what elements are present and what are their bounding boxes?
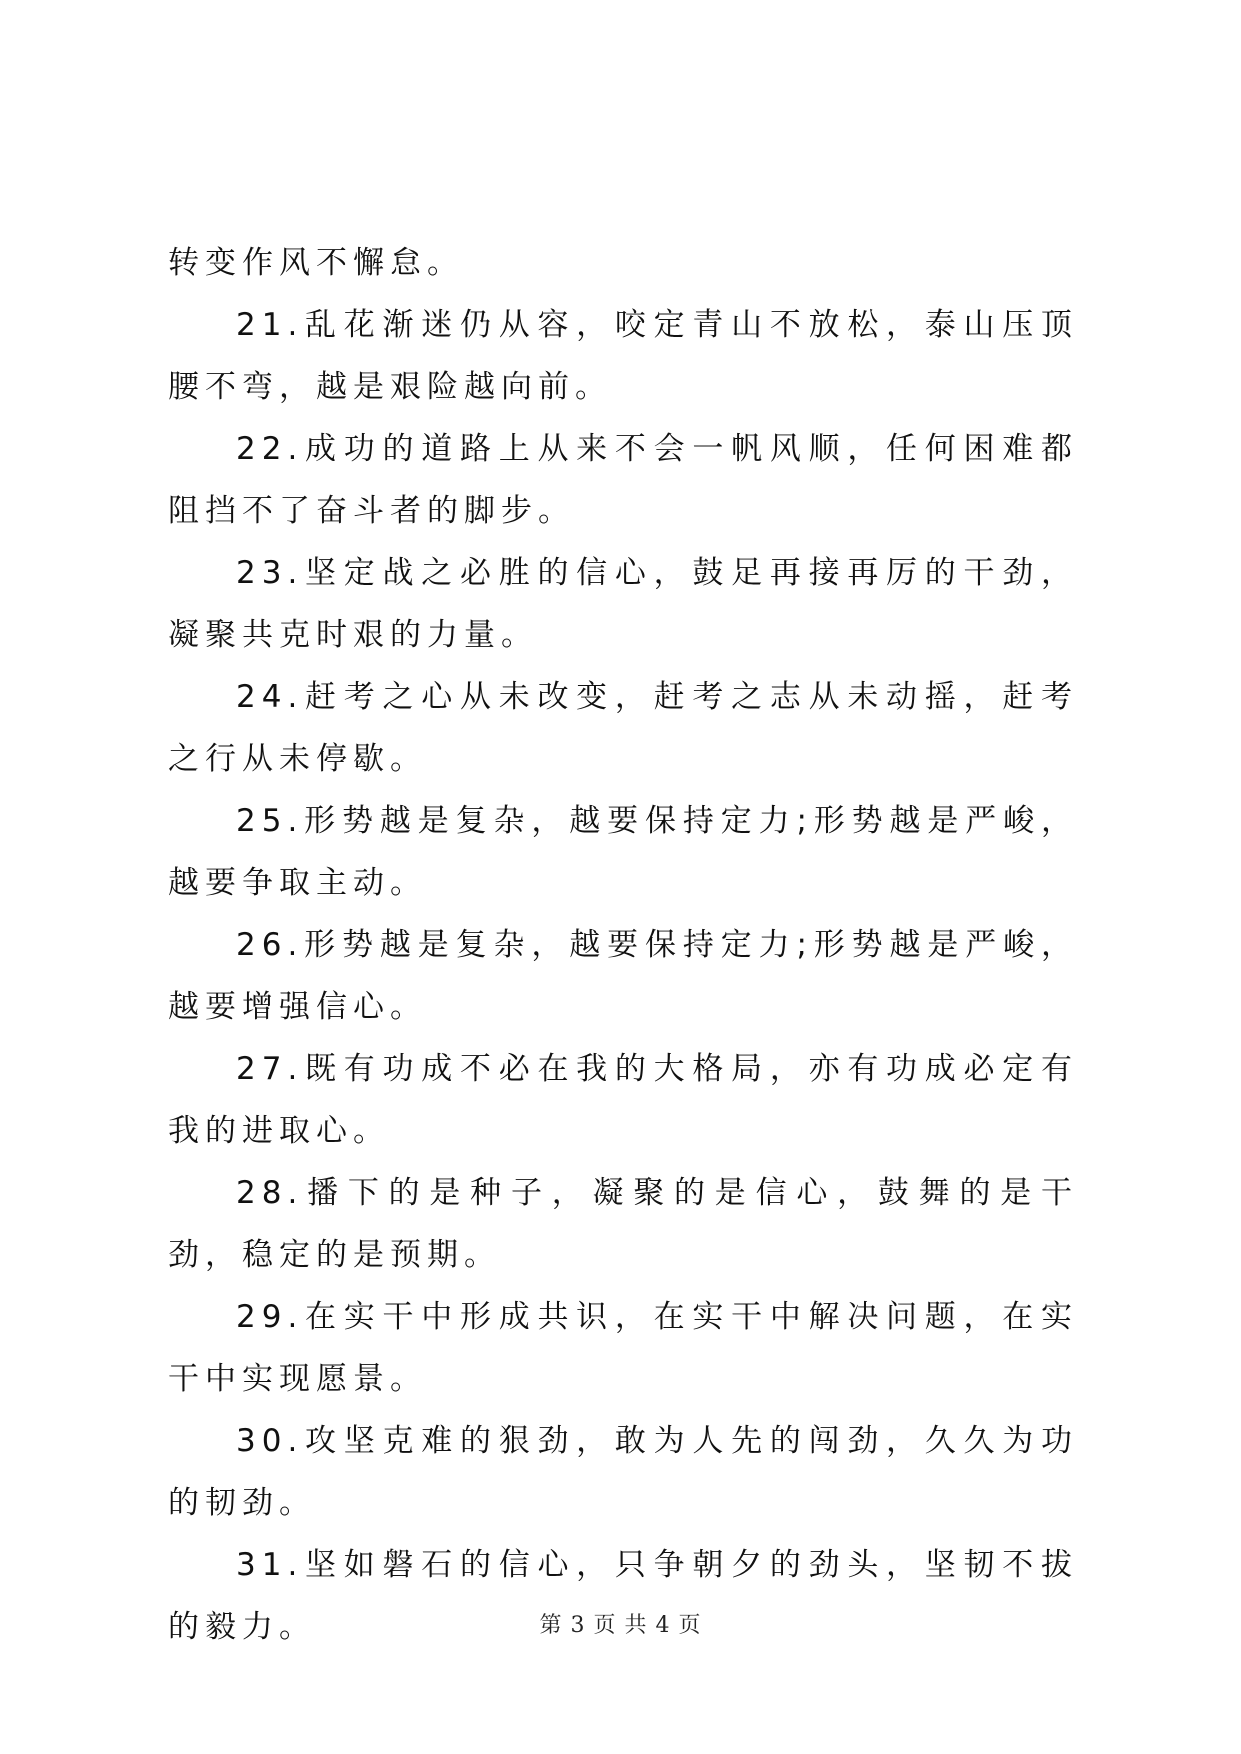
paragraph-continuation: 转变作风不懈怠。 bbox=[168, 245, 464, 281]
list-item-21: 21.乱花渐迷仍从容，咬定青山不放松，泰山压顶腰不弯，越是艰险越向前。 bbox=[168, 307, 1078, 405]
list-item-29: 29.在实干中形成共识，在实干中解决问题，在实干中实现愿景。 bbox=[168, 1299, 1078, 1397]
list-item-27: 27.既有功成不必在我的大格局，亦有功成必定有我的进取心。 bbox=[168, 1051, 1078, 1149]
list-item-30: 30.攻坚克难的狠劲，敢为人先的闯劲，久久为功的韧劲。 bbox=[168, 1423, 1078, 1521]
list-item-28: 28.播下的是种子，凝聚的是信心，鼓舞的是干劲，稳定的是预期。 bbox=[168, 1175, 1078, 1273]
page-number-footer: 第 3 页 共 4 页 bbox=[539, 1613, 702, 1638]
list-item-22: 22.成功的道路上从来不会一帆风顺，任何困难都阻挡不了奋斗者的脚步。 bbox=[168, 431, 1078, 529]
document-body bbox=[168, 232, 1078, 1658]
list-item-25: 25.形势越是复杂，越要保持定力;形势越是严峻，越要争取主动。 bbox=[168, 803, 1078, 901]
list-item-31: 31.坚如磐石的信心，只争朝夕的劲头，坚韧不拔的毅力。 bbox=[168, 1547, 1078, 1645]
list-item-26: 26.形势越是复杂，越要保持定力;形势越是严峻，越要增强信心。 bbox=[168, 927, 1078, 1025]
list-item-24: 24.赶考之心从未改变，赶考之志从未动摇，赶考之行从未停歇。 bbox=[168, 679, 1078, 777]
list-item-23: 23.坚定战之必胜的信心，鼓足再接再厉的干劲，凝聚共克时艰的力量。 bbox=[168, 555, 1078, 653]
